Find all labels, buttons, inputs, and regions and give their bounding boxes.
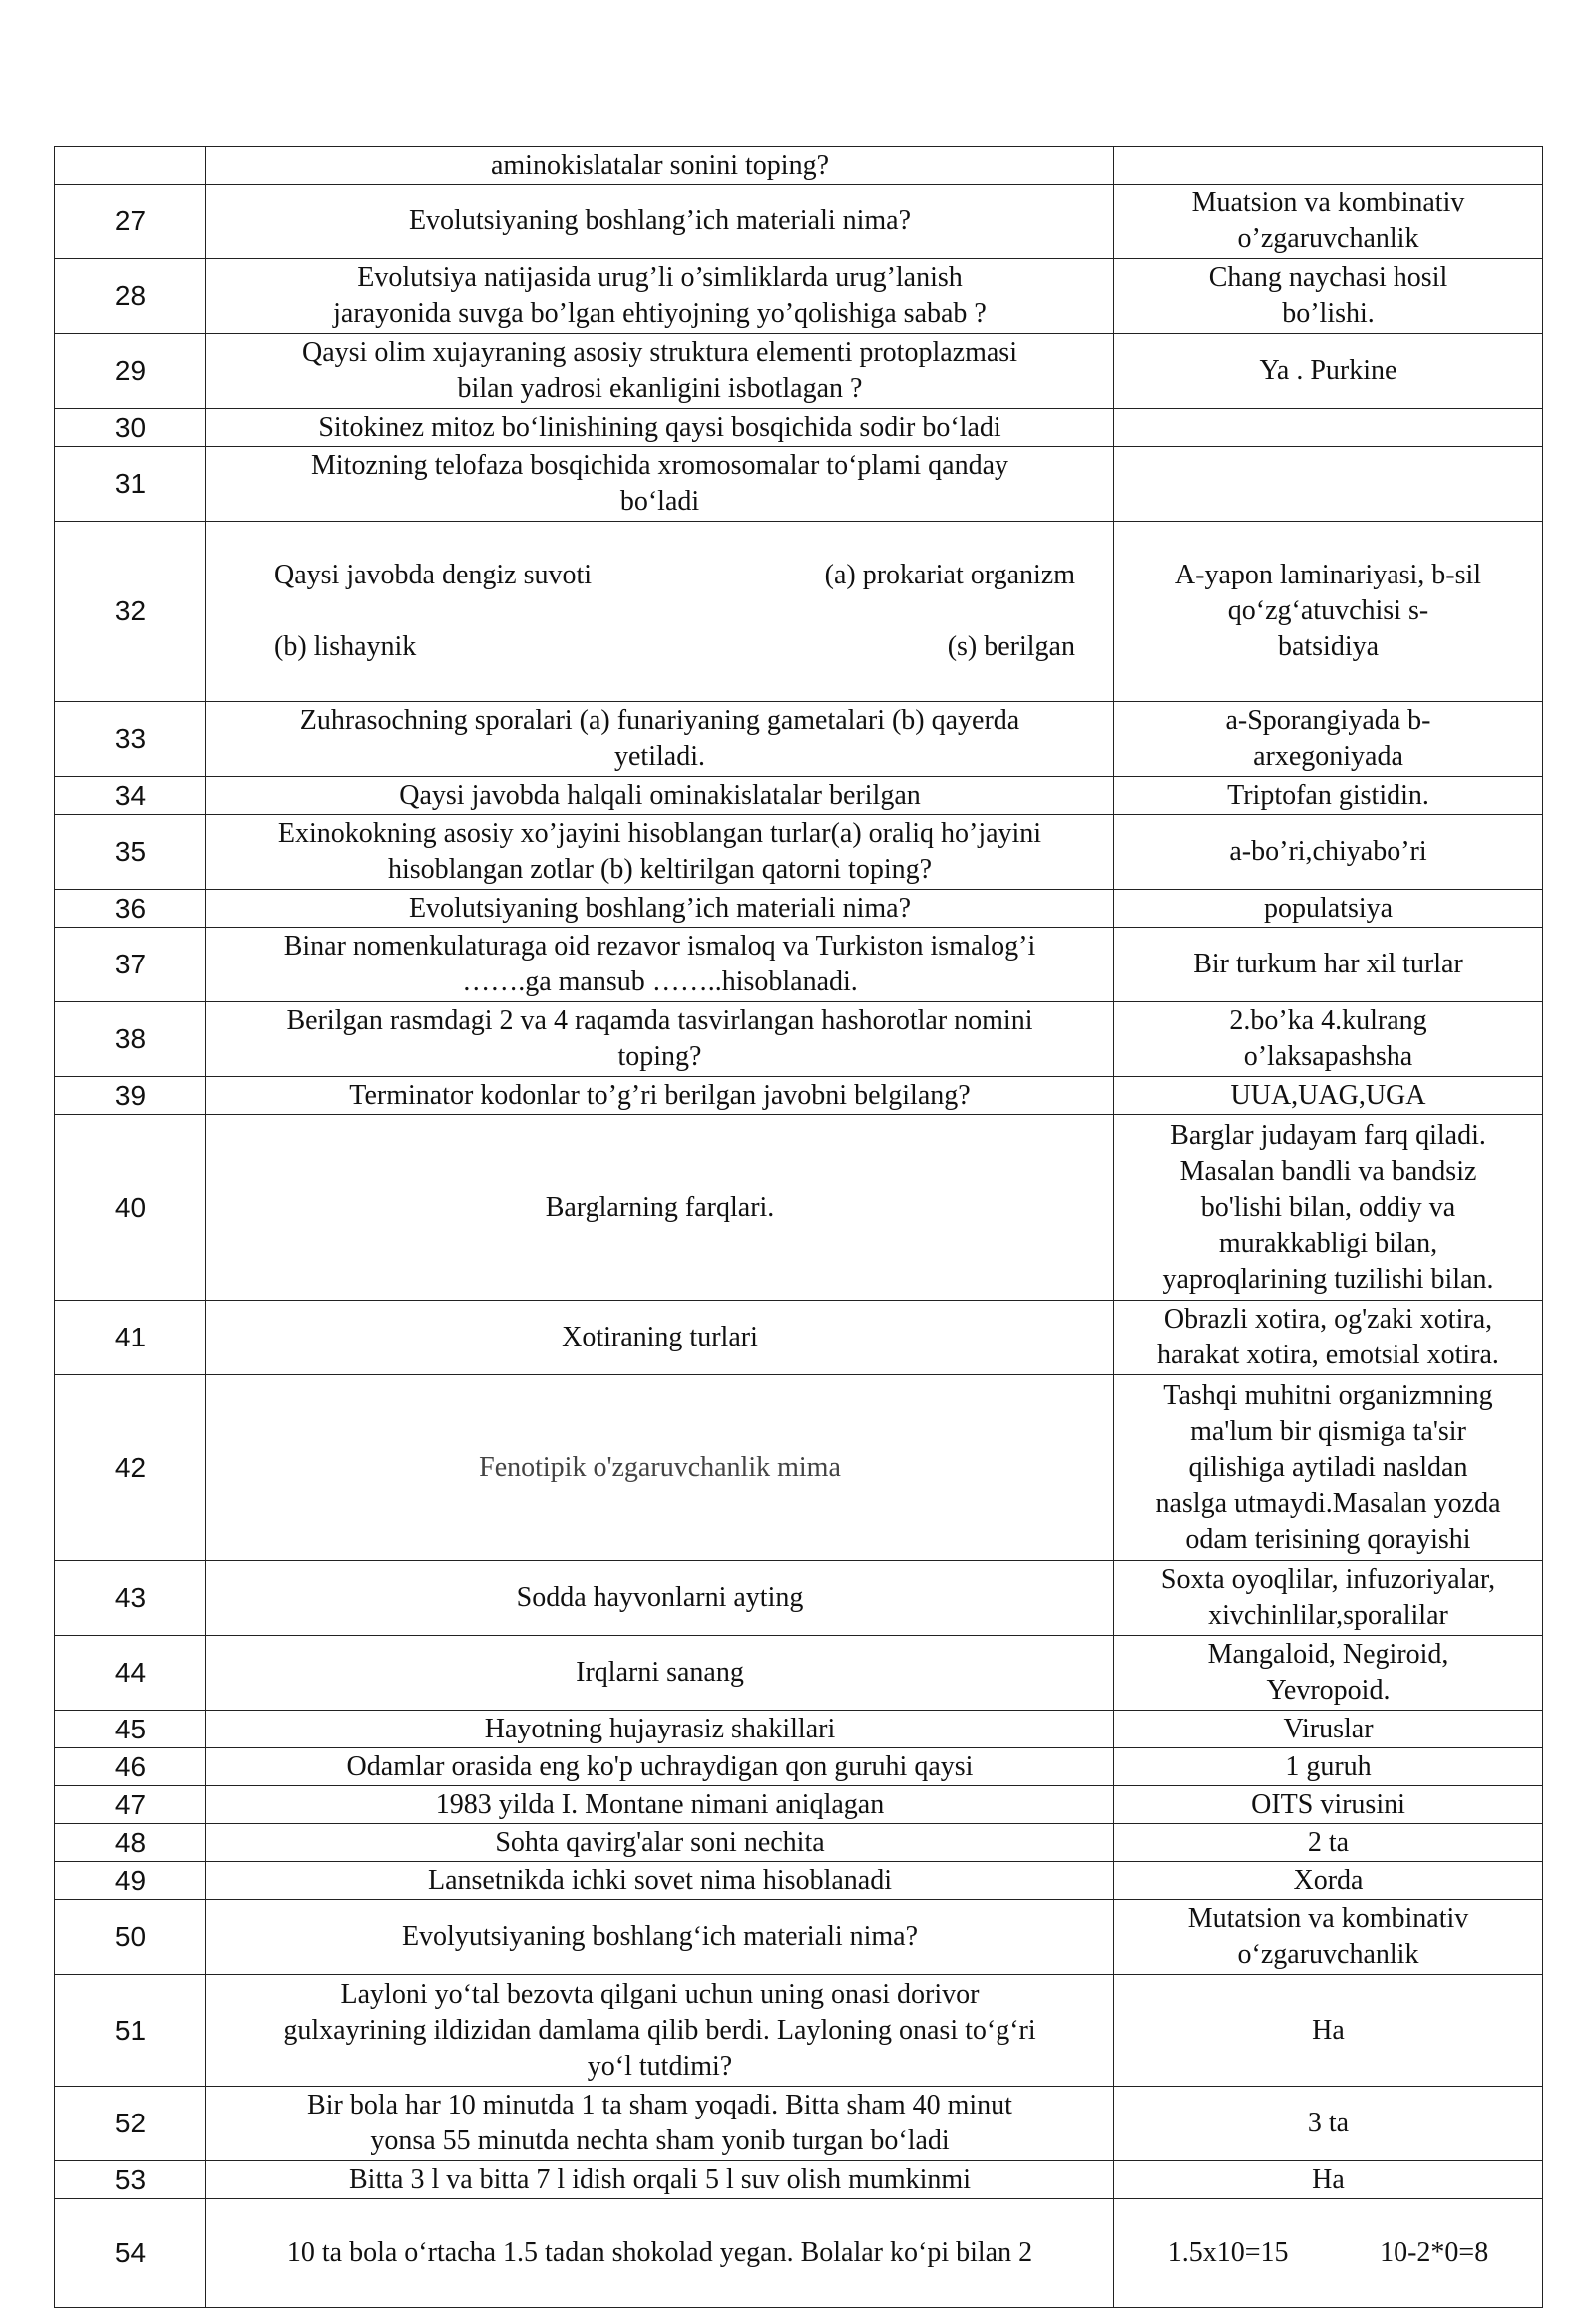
row-number: 28 bbox=[55, 259, 206, 334]
question-cell: Xotiraning turlari bbox=[206, 1301, 1114, 1375]
question-cell bbox=[206, 522, 1114, 702]
question-cell: Qaysi olim xujayraning asosiy struktura elementi protoplazmasi bilan yadrosi ekanligini isbotlagan ? bbox=[206, 334, 1114, 409]
answer-cell: 1 guruh bbox=[1114, 1748, 1543, 1786]
row-number bbox=[55, 147, 206, 185]
table-row bbox=[55, 1002, 1543, 1077]
table-row bbox=[55, 702, 1543, 777]
row-number: 47 bbox=[55, 1786, 206, 1824]
row-number: 35 bbox=[55, 815, 206, 890]
row-number: 34 bbox=[55, 777, 206, 815]
question-cell: Evolutsiya natijasida urug’li o’simliklarda urug’lanish jarayonida suvga bo’lgan ehtiyojning yo’qolishiga sabab ? bbox=[206, 259, 1114, 334]
table-row bbox=[55, 409, 1543, 447]
table-row bbox=[55, 1711, 1543, 1748]
table-row bbox=[55, 1115, 1543, 1301]
answer-cell: Mutatsion va kombinativ o‘zgaruvchanlik bbox=[1114, 1900, 1543, 1975]
table-row bbox=[55, 2161, 1543, 2199]
answer-cell: A-yapon laminariyasi, b-sil qo‘zg‘atuvchisi s- batsidiya bbox=[1114, 522, 1543, 702]
row-number: 48 bbox=[55, 1824, 206, 1862]
question-cell: Irqlarni sanang bbox=[206, 1636, 1114, 1711]
row-number: 41 bbox=[55, 1301, 206, 1375]
answer-cell: Xorda bbox=[1114, 1862, 1543, 1900]
row-number: 42 bbox=[55, 1375, 206, 1561]
answer-cell: 2 ta bbox=[1114, 1824, 1543, 1862]
question-cell: 10 ta bola o‘rtacha 1.5 tadan shokolad yegan. Bolalar ko‘pi bilan 2 bbox=[206, 2199, 1114, 2308]
answer-cell: Ya . Purkine bbox=[1114, 334, 1543, 409]
table-row bbox=[55, 1900, 1543, 1975]
row-number: 40 bbox=[55, 1115, 206, 1301]
answer-part: 1.5x10=15 bbox=[1167, 2237, 1289, 2268]
table-row bbox=[55, 1786, 1543, 1824]
answer-cell: Ha bbox=[1114, 2161, 1543, 2199]
answer-cell: Obrazli xotira, og'zaki xotira, harakat xotira, emotsial xotira. bbox=[1114, 1301, 1543, 1375]
answer-cell: a-bo’ri,chiyabo’ri bbox=[1114, 815, 1543, 890]
question-cell: Layloni yo‘tal bezovta qilgani uchun uning onasi dorivor gulxayrining ildizidan damlama qilib berdi. Layloning onasi to‘g‘ri yo‘l tutdimi? bbox=[206, 1975, 1114, 2087]
table-row bbox=[55, 1975, 1543, 2087]
row-number: 32 bbox=[55, 522, 206, 702]
answer-cell: populatsiya bbox=[1114, 890, 1543, 928]
answer-cell: Chang naychasi hosil bo’lishi. bbox=[1114, 259, 1543, 334]
row-number: 43 bbox=[55, 1561, 206, 1636]
question-cell: Evolutsiyaning boshlang’ich materiali nima? bbox=[206, 185, 1114, 259]
table-row bbox=[55, 447, 1543, 522]
row-number: 50 bbox=[55, 1900, 206, 1975]
row-number: 46 bbox=[55, 1748, 206, 1786]
row-number: 33 bbox=[55, 702, 206, 777]
question-cell: Binar nomenkulaturaga oid rezavor ismaloq va Turkiston ismalog’i …….ga mansub ……..hisoblanadi. bbox=[206, 928, 1114, 1002]
row-number: 37 bbox=[55, 928, 206, 1002]
question-cell: Sitokinez mitoz bo‘linishining qaysi bosqichida sodir bo‘ladi bbox=[206, 409, 1114, 447]
row-number: 51 bbox=[55, 1975, 206, 2087]
question-part: Qaysi javobda dengiz suvoti bbox=[274, 560, 593, 590]
question-cell: Berilgan rasmdagi 2 va 4 raqamda tasvirlangan hashorotlar nomini toping? bbox=[206, 1002, 1114, 1077]
answer-cell: Triptofan gistidin. bbox=[1114, 777, 1543, 815]
answer-line bbox=[1122, 2235, 1534, 2271]
row-number: 36 bbox=[55, 890, 206, 928]
table-row bbox=[55, 1301, 1543, 1375]
row-number: 38 bbox=[55, 1002, 206, 1077]
question-line bbox=[214, 629, 1105, 665]
answer-cell: Ha bbox=[1114, 1975, 1543, 2087]
answer-cell: OITS virusini bbox=[1114, 1786, 1543, 1824]
question-cell: Odamlar orasida eng ko'p uchraydigan qon guruhi qaysi bbox=[206, 1748, 1114, 1786]
question-part: (s) berilgan bbox=[947, 631, 1075, 662]
table-row bbox=[55, 928, 1543, 1002]
table-row bbox=[55, 2087, 1543, 2161]
question-cell: aminokislatalar sonini toping? bbox=[206, 147, 1114, 185]
question-cell: Qaysi javobda halqali ominakislatalar berilgan bbox=[206, 777, 1114, 815]
table-row bbox=[55, 1636, 1543, 1711]
question-cell: Lansetnikda ichki sovet nima hisoblanadi bbox=[206, 1862, 1114, 1900]
row-number: 44 bbox=[55, 1636, 206, 1711]
question-part: (b) lishaynik bbox=[274, 631, 417, 662]
question-part: (a) prokariat organizm bbox=[824, 560, 1075, 590]
table-row bbox=[55, 1862, 1543, 1900]
question-cell: Hayotning hujayrasiz shakillari bbox=[206, 1711, 1114, 1748]
question-cell: Zuhrasochning sporalari (a) funariyaning gametalari (b) qayerda yetiladi. bbox=[206, 702, 1114, 777]
table-row bbox=[55, 777, 1543, 815]
answer-part: 10-2*0=8 bbox=[1380, 2237, 1489, 2268]
question-cell: Mitozning telofaza bosqichida xromosomalar to‘plami qanday bo‘ladi bbox=[206, 447, 1114, 522]
answer-cell: 3 ta bbox=[1114, 2087, 1543, 2161]
question-cell: Sodda hayvonlarni ayting bbox=[206, 1561, 1114, 1636]
answer-cell: Soxta oyoqlilar, infuzoriyalar, xivchinlilar,sporalilar bbox=[1114, 1561, 1543, 1636]
table-row bbox=[55, 2199, 1543, 2308]
answer-cell: Tashqi muhitni organizmning ma'lum bir qismiga ta'sir qilishiga aytiladi nasldan naslga utmaydi.Masalan yozda odam terisining qorayishi bbox=[1114, 1375, 1543, 1561]
answer-cell: a-Sporangiyada b- arxegoniyada bbox=[1114, 702, 1543, 777]
table-row bbox=[55, 185, 1543, 259]
answer-cell bbox=[1114, 447, 1543, 522]
table-row bbox=[55, 1748, 1543, 1786]
question-cell: Sohta qavirg'alar soni nechita bbox=[206, 1824, 1114, 1862]
table-row bbox=[55, 1375, 1543, 1561]
question-cell: Bir bola har 10 minutda 1 ta sham yoqadi. Bitta sham 40 minut yonsa 55 minutda nechta sham yonib turgan bo‘ladi bbox=[206, 2087, 1114, 2161]
row-number: 30 bbox=[55, 409, 206, 447]
row-number: 52 bbox=[55, 2087, 206, 2161]
table-row bbox=[55, 147, 1543, 185]
question-cell: Terminator kodonlar to’g’ri berilgan javobni belgilang? bbox=[206, 1077, 1114, 1115]
answer-cell bbox=[1114, 147, 1543, 185]
table-row bbox=[55, 815, 1543, 890]
answer-cell: Muatsion va kombinativ o’zgaruvchanlik bbox=[1114, 185, 1543, 259]
question-cell: Evolyutsiyaning boshlang‘ich materiali nima? bbox=[206, 1900, 1114, 1975]
answer-cell: Barglar judayam farq qiladi. Masalan bandli va bandsiz bo'lishi bilan, oddiy va murakkabligi bilan, yaproqlarining tuzilishi bilan. bbox=[1114, 1115, 1543, 1301]
row-number: 54 bbox=[55, 2199, 206, 2308]
question-cell: Barglarning farqlari. bbox=[206, 1115, 1114, 1301]
answer-cell bbox=[1114, 2199, 1543, 2308]
table-row bbox=[55, 1077, 1543, 1115]
table-row bbox=[55, 1824, 1543, 1862]
row-number: 39 bbox=[55, 1077, 206, 1115]
row-number: 45 bbox=[55, 1711, 206, 1748]
question-cell: Exinokokning asosiy xo’jayini hisoblangan turlar(a) oraliq ho’jayini hisoblangan zotlar (b) keltirilgan qatorni toping? bbox=[206, 815, 1114, 890]
table-row bbox=[55, 522, 1543, 702]
table-row bbox=[55, 259, 1543, 334]
question-cell: 1983 yilda I. Montane nimani aniqlagan bbox=[206, 1786, 1114, 1824]
table-row bbox=[55, 334, 1543, 409]
table-row bbox=[55, 1561, 1543, 1636]
row-number: 27 bbox=[55, 185, 206, 259]
row-number: 29 bbox=[55, 334, 206, 409]
answer-cell: UUA,UAG,UGA bbox=[1114, 1077, 1543, 1115]
question-line bbox=[214, 558, 1105, 593]
answer-cell: Viruslar bbox=[1114, 1711, 1543, 1748]
table-row bbox=[55, 890, 1543, 928]
row-number: 49 bbox=[55, 1862, 206, 1900]
question-cell: Bitta 3 l va bitta 7 l idish orqali 5 l suv olish mumkinmi bbox=[206, 2161, 1114, 2199]
question-cell: Evolutsiyaning boshlang’ich materiali nima? bbox=[206, 890, 1114, 928]
answer-cell: 2.bo’ka 4.kulrang o’laksapashsha bbox=[1114, 1002, 1543, 1077]
answer-cell: Bir turkum har xil turlar bbox=[1114, 928, 1543, 1002]
answer-cell bbox=[1114, 409, 1543, 447]
row-number: 53 bbox=[55, 2161, 206, 2199]
answer-cell: Mangaloid, Negiroid, Yevropoid. bbox=[1114, 1636, 1543, 1711]
question-cell: Fenotipik o'zgaruvchanlik mima bbox=[206, 1375, 1114, 1561]
row-number: 31 bbox=[55, 447, 206, 522]
qa-table bbox=[54, 146, 1543, 2308]
